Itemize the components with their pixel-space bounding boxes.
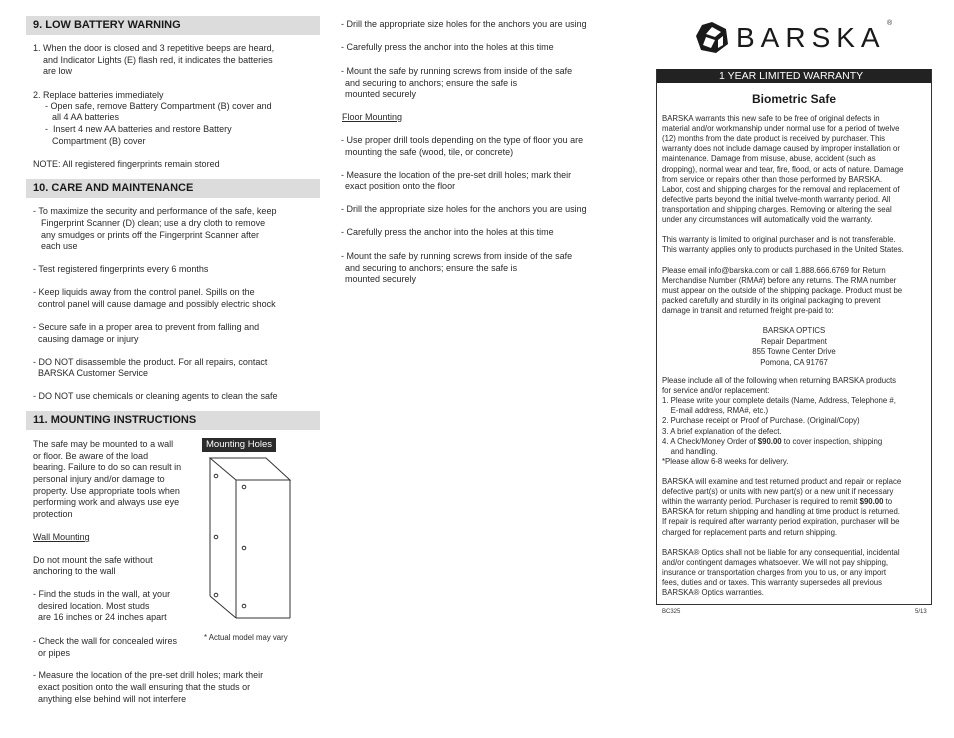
- text-line: all 4 AA batteries: [52, 112, 120, 122]
- warranty-line: and/or contingent damages whatsoever. We will not pay shipping,: [662, 558, 889, 568]
- warranty-line: If repair is required after warranty period expiration, purchaser will be: [662, 517, 900, 527]
- warranty-line: charged for replacement parts and return shipping.: [662, 527, 838, 537]
- warranty-line: and handling.: [662, 446, 718, 456]
- text-line: anchoring to the wall: [33, 566, 116, 576]
- text-line: personal injury and/or damage to: [33, 474, 165, 484]
- warranty-line: Merchandise Number (RMA#) before any returns. The RMA number: [662, 276, 897, 286]
- text-line: Do not mount the safe without: [33, 555, 153, 565]
- warranty-line: Please email info@barska.com or call 1.888.666.6769 for Return: [662, 266, 886, 275]
- text-line: - Measure the location of the pre-set drill holes; mark their: [33, 670, 264, 680]
- text-line: exact position onto the wall ensuring that the studs or: [38, 682, 251, 692]
- text-line: - Test registered fingerprints every 6 months: [33, 264, 209, 274]
- text-line: performing work and always use eye: [33, 497, 180, 507]
- text-line: and securing to anchors; ensure the safe is: [345, 263, 518, 273]
- text-line: are 16 inches or 24 inches apart: [38, 612, 167, 622]
- warranty-line: under any circumstances will automatically void the warranty.: [662, 215, 873, 224]
- note-text: NOTE: All registered fingerprints remain stored: [33, 159, 220, 169]
- text-line: The safe may be mounted to a wall: [33, 439, 174, 449]
- text-line: and securing to anchors; ensure the safe is: [345, 78, 518, 88]
- warranty-line: defective part(s) or units with new part(s) or a new unit if necessary: [662, 487, 894, 497]
- price-amount: $90.00: [757, 436, 782, 446]
- text-line: - Use proper drill tools depending on the type of floor you are: [341, 135, 584, 145]
- text-line: - Insert 4 new AA batteries and restore Battery: [45, 124, 232, 134]
- text-line: BARSKA Customer Service: [38, 368, 149, 378]
- warranty-line: [662, 437, 882, 447]
- text-line: - Keep liquids away from the control panel. Spills on the: [33, 287, 255, 297]
- warranty-line: BARSKA warrants this new safe to be free of original defects in: [662, 114, 880, 123]
- text-line: are low: [43, 66, 73, 76]
- price-amount: $90.00: [859, 497, 884, 507]
- text-line: - Mount the safe by running screws from inside of the safe: [341, 251, 573, 261]
- warranty-line: [662, 497, 892, 507]
- text-line: - Find the studs in the wall, at your: [33, 589, 171, 599]
- warranty-text-span: to cover inspection, shipping: [781, 436, 883, 446]
- warranty-text-span: within the warranty period. Purchaser is required to remit: [662, 497, 860, 507]
- warranty-line: This warranty applies only to products purchased in the United States.: [662, 245, 904, 255]
- text-line: - Mount the safe by running screws from inside of the safe: [341, 66, 573, 76]
- warranty-line: (12) months from the date product is received by purchaser. This: [662, 134, 886, 144]
- warranty-line: warranty does not include damage caused by improper installation or: [662, 144, 900, 154]
- text-line: desired location. Most studs: [38, 601, 150, 611]
- warranty-line: damage in transit and returned freight pre-paid to:: [662, 306, 834, 316]
- warranty-line: BARSKA OPTICS: [762, 326, 826, 335]
- warranty-line: 3. A brief explanation of the defect.: [662, 426, 782, 436]
- text-line: or floor. Be aware of the load: [33, 451, 149, 461]
- warranty-line: 2. Purchase receipt or Proof of Purchase. (Original/Copy): [662, 416, 860, 426]
- text-line: 2. Replace batteries immediately: [33, 90, 164, 100]
- warranty-line: Labor, cost and shipping charges for the removal and replacement of: [662, 184, 900, 194]
- text-line: - Measure the location of the pre-set drill holes; mark their: [341, 170, 572, 180]
- subheading-floor-mounting: Floor Mounting: [342, 112, 403, 122]
- text-line: Compartment (B) cover: [52, 136, 146, 146]
- warranty-line: This warranty is limited to original purchaser and is not transferable.: [662, 235, 896, 244]
- text-line: mounted securely: [345, 274, 417, 284]
- text-line: 1. When the door is closed and 3 repetitive beeps are heard,: [33, 43, 275, 53]
- warranty-line: BARSKA® Optics warranties.: [662, 588, 764, 598]
- warranty-line: insurance or transportation charges from you to us, or any import: [662, 568, 887, 578]
- text-line: - DO NOT use chemicals or cleaning agents to clean the safe: [33, 391, 278, 401]
- warranty-line: transportation and shipping charges. Removing or altering the seal: [662, 204, 892, 214]
- warranty-text-span: 4. A Check/Money Order of: [662, 436, 758, 446]
- product-title: Biometric Safe: [751, 92, 837, 106]
- barska-logo: [694, 20, 894, 54]
- warranty-line: for service and/or replacement:: [662, 386, 770, 396]
- text-line: - Check the wall for concealed wires: [33, 636, 178, 646]
- safe-mounting-holes-diagram: [206, 450, 298, 630]
- product-code: BC325: [662, 609, 681, 615]
- warranty-line: dropping), normal wear and tear, fire, flood, or acts of nature. Damage: [662, 164, 904, 174]
- warranty-line: maintenance. Damage from misuse, abuse, accident (such as: [662, 154, 876, 164]
- warranty-line: 1. Please write your complete details (Name, Address, Telephone #,: [662, 396, 896, 406]
- text-line: mounting the safe (wood, tile, or concrete): [345, 147, 514, 157]
- brand-wordmark: BARSKA: [736, 22, 886, 53]
- warranty-line: E-mail address, RMA#, etc.): [662, 406, 769, 416]
- warranty-line: Repair Department: [761, 336, 827, 346]
- section-heading-care: 10. CARE AND MAINTENANCE: [26, 179, 320, 198]
- text-line: - Drill the appropriate size holes for the anchors you are using: [341, 204, 587, 214]
- warranty-line: defective parts beyond the initial twelve-month warranty period. All: [662, 194, 891, 204]
- section-heading-mounting: 11. MOUNTING INSTRUCTIONS: [26, 411, 320, 430]
- text-line: - DO NOT disassemble the product. For all repairs, contact: [33, 357, 268, 367]
- text-line: exact position onto the floor: [345, 181, 456, 191]
- text-line: property. Use appropriate tools when: [33, 486, 180, 496]
- warranty-line: packed carefully and sturdily in its original packaging to prevent: [662, 296, 881, 306]
- text-line: - Drill the appropriate size holes for the anchors you are using: [341, 19, 587, 29]
- text-line: - Open safe, remove Battery Compartment (B) cover and: [45, 101, 272, 111]
- text-line: any smudges or prints off the Fingerprint Scanner after: [41, 230, 259, 240]
- warranty-line: material and/or workmanship under normal use for a period of twelve: [662, 124, 900, 134]
- text-line: or pipes: [38, 648, 71, 658]
- text-line: - Carefully press the anchor into the holes at this time: [341, 227, 554, 237]
- text-line: - Carefully press the anchor into the holes at this time: [341, 42, 554, 52]
- text-line: and Indicator Lights (E) flash red, it indicates the batteries: [43, 55, 273, 65]
- warranty-line: fees, duties and or taxes. This warranty supersedes all previous: [662, 578, 883, 588]
- warranty-line: BARSKA for return shipping and handling at time product is returned.: [662, 507, 900, 517]
- text-line: protection: [33, 509, 73, 519]
- text-line: causing damage or injury: [38, 334, 139, 344]
- diagram-note: * Actual model may vary: [204, 633, 288, 642]
- text-line: control panel will cause damage and possibly electric shock: [38, 299, 276, 309]
- print-date: 5/13: [915, 609, 927, 615]
- text-line: bearing. Failure to do so can result in: [33, 462, 182, 472]
- text-line: Fingerprint Scanner (D) clean; use a dry cloth to remove: [41, 218, 266, 228]
- barska-logo-icon: [694, 20, 730, 54]
- subheading-wall-mounting: Wall Mounting: [33, 532, 90, 542]
- text-line: - To maximize the security and performance of the safe, keep: [33, 206, 277, 216]
- text-line: each use: [41, 241, 78, 251]
- warranty-line: 855 Towne Center Drive: [752, 347, 836, 357]
- warranty-line: from service or repairs other than those performed by BARSKA.: [662, 174, 883, 184]
- warranty-line: Please include all of the following when returning BARSKA products: [662, 376, 897, 385]
- section-heading-low-battery: 9. LOW BATTERY WARNING: [26, 16, 320, 35]
- warranty-line: must appear on the outside of the shipping package. Product must be: [662, 286, 903, 296]
- warranty-bar: 1 YEAR LIMITED WARRANTY: [657, 69, 931, 83]
- text-line: - Secure safe in a proper area to prevent from falling and: [33, 322, 260, 332]
- warranty-line: *Please allow 6-8 weeks for delivery.: [662, 456, 789, 466]
- text-line: mounted securely: [345, 89, 417, 99]
- warranty-text-span: to: [883, 497, 893, 507]
- warranty-line: Pomona, CA 91767: [760, 357, 828, 367]
- text-line: anything else behind will not interfere: [38, 694, 187, 704]
- mounting-holes-label: Mounting Holes: [202, 438, 276, 452]
- registered-mark: ®: [887, 20, 893, 27]
- warranty-line: BARSKA® Optics shall not be liable for any consequential, incidental: [662, 548, 900, 557]
- warranty-line: BARSKA will examine and test returned product and repair or replace: [662, 477, 902, 486]
